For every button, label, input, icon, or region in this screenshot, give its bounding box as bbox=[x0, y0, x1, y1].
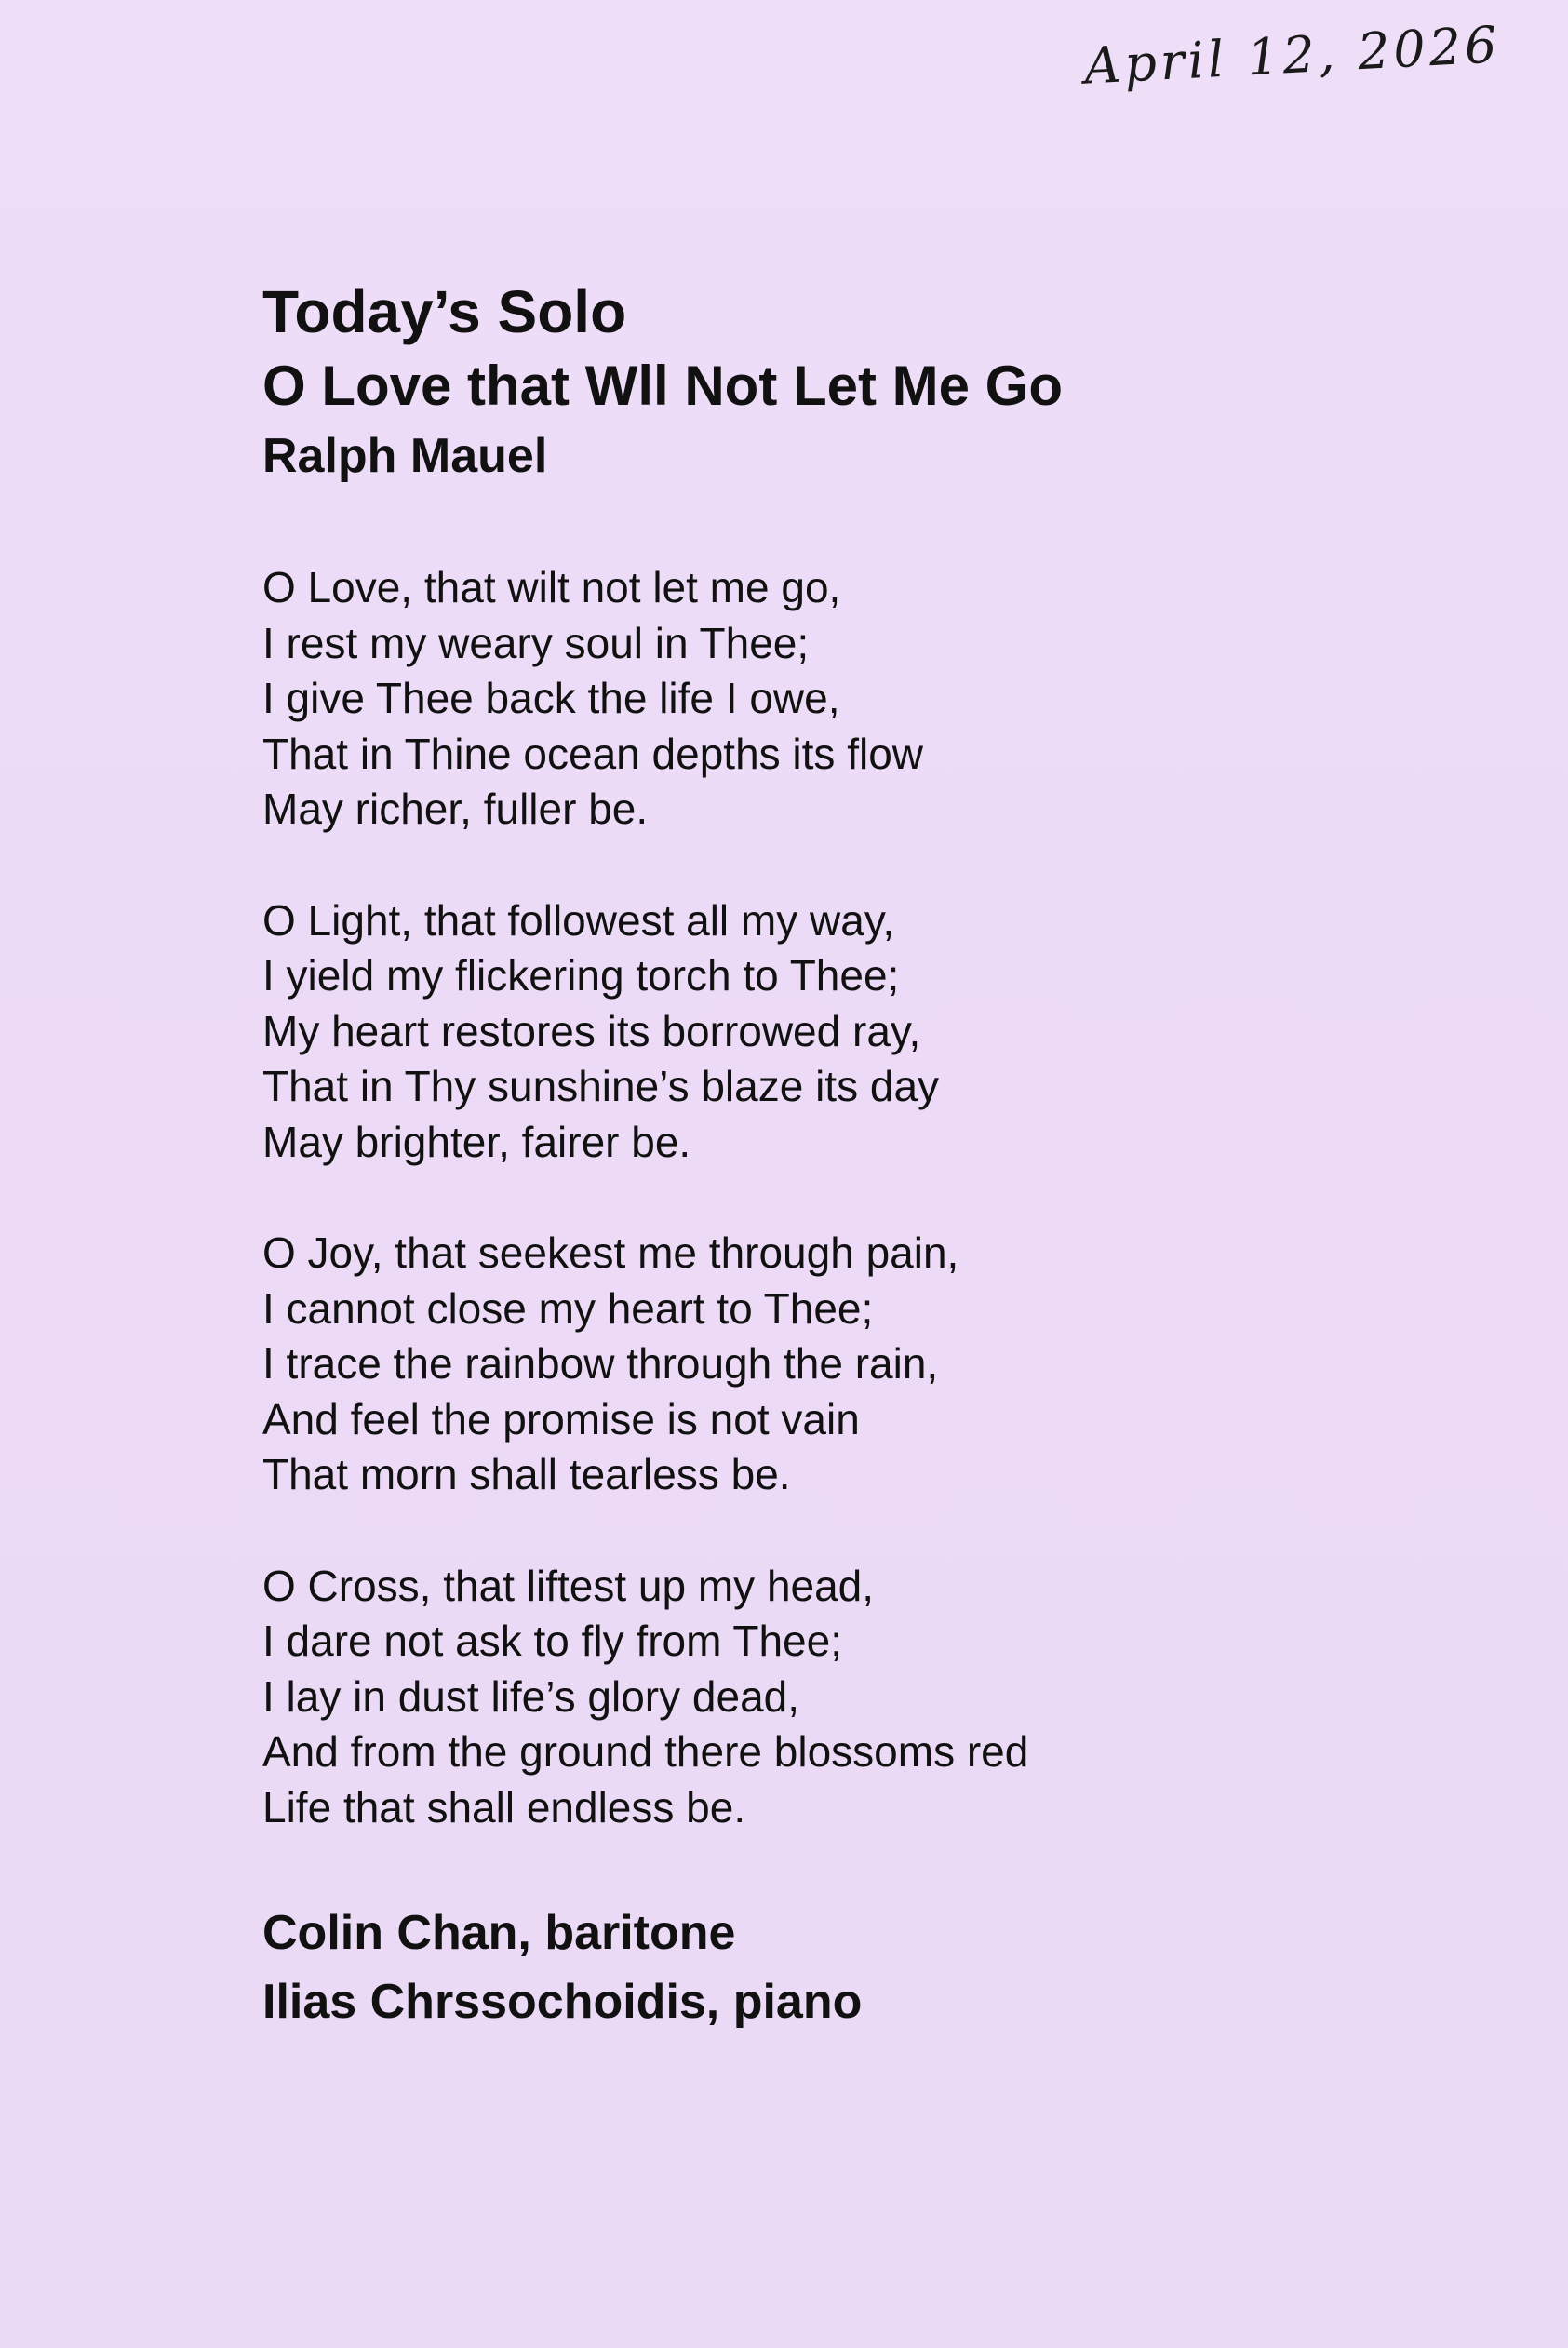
stanza-1 bbox=[262, 560, 1379, 838]
lyric-line: I give Thee back the life I owe, bbox=[262, 674, 840, 722]
handwritten-date: April 12, 2026 bbox=[1082, 15, 1502, 96]
lyric-line: May brighter, fairer be. bbox=[262, 1117, 691, 1166]
lyric-line: O Light, that followest all my way, bbox=[262, 895, 895, 945]
lyric-line: May richer, fuller be. bbox=[262, 785, 649, 833]
lyric-line: Life that shall endless be. bbox=[262, 1782, 746, 1831]
lyric-line: And feel the promise is not vain bbox=[262, 1394, 860, 1443]
stanza-3 bbox=[262, 1226, 1379, 1503]
lyric-line: O Cross, that liftest up my head, bbox=[262, 1561, 875, 1610]
lyric-line: That morn shall tearless be. bbox=[262, 1450, 791, 1498]
lyric-line: I yield my flickering torch to Thee; bbox=[262, 951, 900, 1000]
lyric-line: I dare not ask to fly from Thee; bbox=[262, 1617, 842, 1665]
pianist-credit: Ilias Chrssochoidis, piano bbox=[262, 1975, 863, 2029]
lyric-line: That in Thy sunshine’s blaze its day bbox=[262, 1062, 940, 1110]
lyric-line: I rest my weary soul in Thee; bbox=[262, 618, 810, 667]
performer-credits bbox=[262, 1899, 1379, 2036]
program-content bbox=[262, 275, 1379, 2036]
lyric-line: And from the ground there blossoms red bbox=[262, 1727, 1029, 1776]
lyric-line: O Love, that wilt not let me go, bbox=[262, 563, 841, 611]
lyric-line: That in Thine ocean depths its flow bbox=[262, 729, 924, 778]
song-title: O Love that Wll Not Let Me Go bbox=[262, 355, 1063, 417]
lyric-line: My heart restores its borrowed ray, bbox=[262, 1006, 921, 1055]
singer-credit: Colin Chan, baritone bbox=[262, 1906, 736, 1960]
lyric-line: I trace the rainbow through the rain, bbox=[262, 1339, 939, 1388]
stanza-4 bbox=[262, 1559, 1379, 1836]
lyric-line: O Joy, that seekest me through pain, bbox=[262, 1228, 959, 1277]
stanza-2 bbox=[262, 893, 1379, 1171]
page-title: Today’s Solo bbox=[262, 278, 627, 345]
lyric-line: I lay in dust life’s glory dead, bbox=[262, 1671, 800, 1721]
lyrics bbox=[262, 560, 1379, 1835]
composer-name: Ralph Mauel bbox=[262, 429, 548, 483]
lyric-line: I cannot close my heart to Thee; bbox=[262, 1283, 874, 1333]
